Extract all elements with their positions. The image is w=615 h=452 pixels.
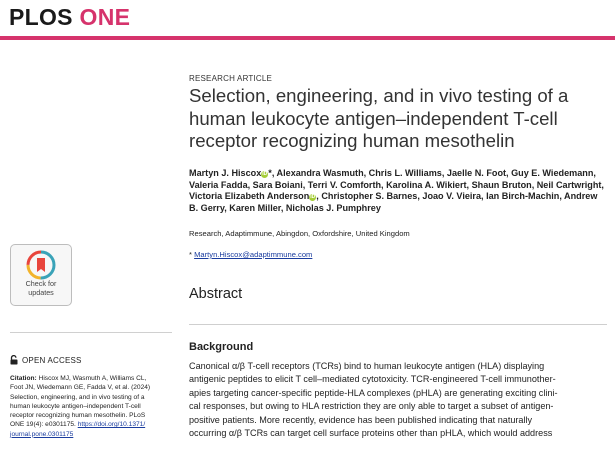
background-heading: Background — [189, 341, 254, 353]
citation-block — [10, 374, 175, 439]
citation-line — [10, 374, 175, 383]
correspondence-marker: * — [189, 250, 192, 259]
doi-link[interactable]: https://doi.org/10.1371/ — [77, 421, 146, 429]
journal-logo-one: ONE — [79, 4, 131, 30]
citation-text: ONE 19(4): e0301175. — [10, 421, 78, 429]
open-lock-icon — [10, 355, 18, 365]
paragraph-line: positive patients. More recently, evidence has been published indicating that naturally — [189, 414, 533, 425]
paragraph-line: Canonical α/β T-cell receptors (TCRs) bind to human leukocyte antigen (HLA) displaying — [189, 361, 545, 371]
author-names[interactable]: , Alexandra Wasmuth, Chris L. Williams, Jaelle N. Foot, Guy E. Wiedemann, Valeria Fadda, Sara Boiani, Terri V. Comforth, Karolina A. Wikiert, Shaun Bruton, Neil Cartwright, Victoria Elizabeth Anderson — [189, 168, 604, 201]
crossmark-icon — [26, 250, 56, 280]
citation-line: Selection, engineering, and in vivo testing of a — [10, 393, 145, 401]
citation-line: Foot JN, Wiedemann GE, Fadda V, et al. (2024) — [10, 384, 151, 392]
citation-line — [10, 430, 175, 439]
corresponding-marker: * — [268, 168, 272, 178]
citation-text: Hiscox MJ, Wasmuth A, Williams CL, — [36, 375, 147, 382]
orcid-icon[interactable]: iD — [310, 194, 316, 200]
abstract-divider — [189, 324, 607, 325]
paragraph-line: occurring α/β TCRs can target cell surface proteins other than pHLA, which would address — [189, 428, 553, 439]
correspondence — [189, 250, 312, 259]
check-updates-line1: Check for — [25, 279, 57, 288]
paragraph-line: apies targeting cancer-specific peptide-HLA complexes (pHLA) are generating exciting clini- — [189, 387, 558, 398]
paragraph-line: cal responses, but owing to HLA restriction they are only able to target a subset of antigen- — [189, 401, 554, 412]
author-names[interactable]: , Christopher S. Barnes, Joao V. Vieira, Ian Birch-Machin, Andrew B. Gerry, Karen Miller, Nicholas J. Pumphrey — [189, 191, 598, 213]
citation-line — [10, 420, 175, 429]
orcid-icon[interactable]: iD — [262, 171, 268, 177]
doi-link-continued[interactable]: journal.pone.0301175 — [10, 430, 74, 438]
abstract-heading: Abstract — [189, 286, 243, 302]
open-access-text: OPEN ACCESS — [22, 355, 82, 365]
header-rule — [0, 36, 615, 40]
citation-line: receptor recognizing human mesothelin. PLoS — [10, 412, 146, 420]
paragraph-line: antigenic peptides to elicit T cell–mediated cytotoxicity. TCR-engineered T-cell immunother- — [189, 374, 556, 385]
journal-logo[interactable] — [9, 3, 130, 31]
citation-line: human leukocyte antigen–independent T-cell — [10, 402, 141, 410]
article-type: RESEARCH ARTICLE — [189, 74, 273, 83]
sidebar-divider — [10, 332, 172, 333]
email-link[interactable]: Martyn.Hiscox@adaptimmune.com — [194, 250, 313, 259]
background-paragraph — [189, 360, 607, 440]
author-list — [189, 168, 604, 214]
check-updates-line2: updates — [28, 287, 54, 297]
citation-label: Citation: — [10, 375, 37, 382]
check-for-updates-button[interactable] — [10, 244, 72, 306]
open-access-label — [10, 355, 82, 365]
author-name[interactable]: Martyn J. Hiscox — [189, 168, 262, 178]
article-title: Selection, engineering, and in vivo testing of a human leukocyte antigen–independent T-cell receptor recognizing human mesothelin — [189, 85, 569, 151]
journal-logo-plos: PLOS — [9, 4, 73, 30]
affiliation: Research, Adaptimmune, Abingdon, Oxfordshire, United Kingdom — [189, 229, 410, 238]
